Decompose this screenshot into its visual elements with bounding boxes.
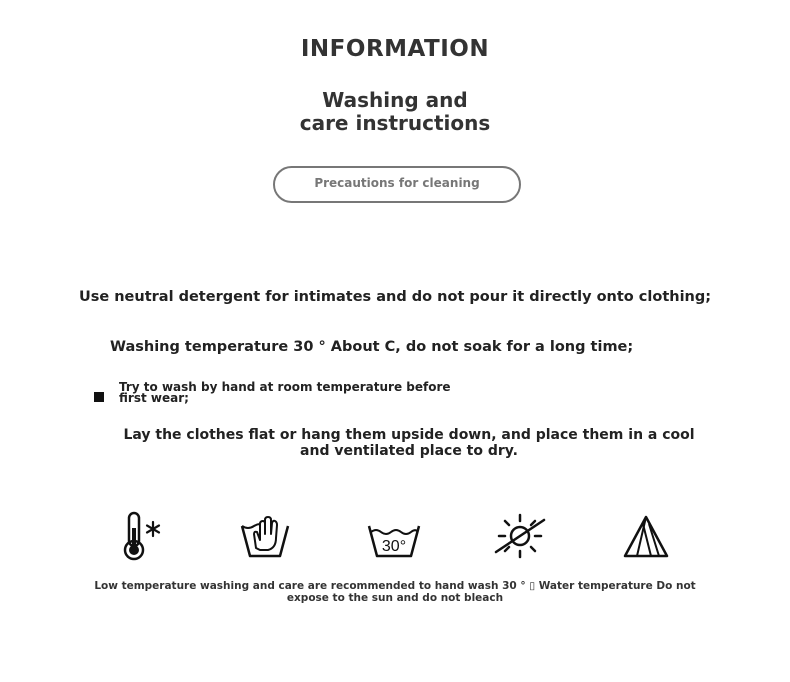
instruction-hand-wash: Try to wash by hand at room temperature before first wear;	[119, 380, 451, 405]
instruction-temperature: Washing temperature 30 ° About C, do not soak for a long time;	[110, 339, 634, 355]
precautions-pill	[273, 166, 521, 203]
hand-wash-icon	[238, 510, 292, 562]
instruction-drying: Lay the clothes flat or hang them upside down, and place them in a cool and ventilated place to dry.	[123, 427, 695, 459]
section-subtitle	[0, 89, 790, 135]
wash-30-icon	[366, 510, 422, 562]
precautions-pill-label: Precautions for cleaning	[314, 175, 480, 190]
bullet-square-icon	[94, 392, 104, 402]
no-sun-icon	[492, 510, 548, 562]
do-not-bleach-icon	[621, 510, 671, 562]
low-temperature-icon	[116, 510, 166, 562]
wash-temp-label: 30°	[381, 538, 407, 555]
care-icons-row	[0, 510, 790, 562]
instruction-detergent: Use neutral detergent for intimates and do not pour it directly onto clothing;	[78, 289, 712, 305]
subtitle-line-1: Washing and	[322, 88, 468, 112]
subtitle-line-2: care instructions	[299, 111, 491, 135]
page-title: INFORMATION	[300, 36, 490, 62]
care-caption: Low temperature washing and care are recommended to hand wash 30 ° ▯ Water temperature Do not expose to the sun and do not bleach	[94, 580, 696, 604]
